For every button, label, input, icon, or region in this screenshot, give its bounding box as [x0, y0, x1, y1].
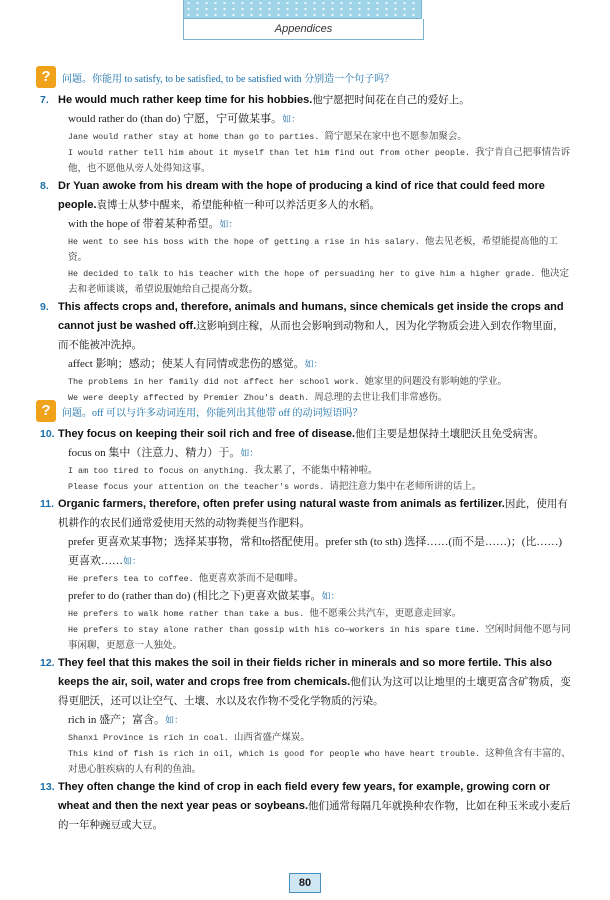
sentence-english: They feel that this makes the soil in their fields richer in minerals and so more fertile. This also keeps the air, soil, water and crops free from chemicals.: [58, 657, 552, 688]
key-sentence: [58, 91, 571, 110]
example-chinese: 这种鱼含有丰富的、对患心脏疾病的人有利的鱼油。: [68, 748, 571, 775]
sentence-english: They focus on keeping their soil rich and free of disease.: [58, 428, 356, 440]
item-number: 7.: [40, 94, 49, 106]
key-sentence: [58, 177, 571, 215]
phrase-term: would rather do (than do) 宁愿，宁可做某事。: [68, 113, 283, 125]
phrase-definition: [68, 355, 571, 374]
phrase-definition: [68, 444, 571, 463]
example-chinese: 山西省盛产煤炭。: [233, 732, 310, 743]
note-item: [36, 654, 571, 778]
example-chinese: 他决定去和老师谈谈，希望说服她给自己提高分数。: [68, 268, 569, 295]
example-chinese: 周总理的去世让我们非常感伤。: [314, 392, 448, 403]
example-chinese: 我太累了，不能集中精神啦。: [253, 465, 378, 476]
question-icon: ?: [36, 400, 56, 422]
example-sentence: [68, 746, 571, 778]
question-text: 问题。off 可以与许多动词连用，你能列出其他带 off 的动词短语吗？: [62, 408, 363, 419]
note-item: [36, 177, 571, 298]
example-sentence: [68, 571, 571, 587]
sentence-english: Organic farmers, therefore, often prefer using natural waste from animals as fertilizer.: [58, 498, 505, 510]
header-decoration: [183, 0, 422, 19]
example-sentence: [68, 390, 571, 406]
sentence-english: They often change the kind of crop in each field every few years, for example, growing corn or wheat and then the next year peas or soybeans.: [58, 781, 551, 812]
example-english: He prefers to walk home rather than take a bus.: [68, 609, 305, 619]
example-sentence: [68, 479, 571, 495]
item-number: 10.: [40, 428, 55, 440]
example-english: Jane would rather stay at home than go to parties.: [68, 132, 320, 142]
question-prompt: [36, 68, 571, 87]
phrase-definition: [68, 533, 571, 571]
phrase-definition: [68, 711, 571, 730]
example-sentence: [68, 266, 571, 298]
item-number: 13.: [40, 781, 55, 793]
example-tag: 如：: [321, 591, 340, 601]
example-tag: 如：: [123, 556, 142, 566]
phrase-term: focus on 集中（注意力、精力）于。: [68, 447, 241, 459]
example-english: He prefers to stay alone rather than gossip with his co—workers in his spare time.: [68, 625, 481, 635]
note-item: [36, 778, 571, 835]
question-text: 问题。你能用 to satisfy, to be satisfied, to be satisfied with 分别造一个句子吗？: [62, 74, 395, 85]
sentence-chinese: 他们通常每隔几年就换种农作物，比如在种玉米或小麦后的一年种豌豆或大豆。: [58, 800, 571, 831]
example-sentence: [68, 145, 571, 177]
sentence-chinese: 袁博士从梦中醒来，希望能种植一种可以养活更多人的水稻。: [96, 199, 381, 211]
example-english: Please focus your attention on the teacher's words.: [68, 482, 325, 492]
example-chinese: 请把注意力集中在老师所讲的话上。: [329, 481, 482, 492]
phrase-term: prefer to do (rather than do) (相比之下)更喜欢做某事。: [68, 590, 322, 602]
phrase-term: with the hope of 带着某种希望。: [68, 218, 220, 230]
key-sentence: [58, 425, 571, 444]
example-english: I would rather tell him about it myself than let him find out from other people.: [68, 148, 471, 158]
example-english: He went to see his boss with the hope of getting a rise in his salary.: [68, 237, 420, 247]
key-sentence: [58, 778, 571, 835]
example-english: We were deeply affected by Premier Zhou's death.: [68, 393, 310, 403]
note-item: [36, 91, 571, 177]
sentence-english: He would much rather keep time for his hobbies.: [58, 94, 313, 106]
example-sentence: [68, 622, 571, 654]
sentence-chinese: 这影响到庄稼，从而也会影响到动物和人，因为化学物质会进入到农作物里面，而不能被冲洗掉。: [58, 320, 564, 351]
phrase-definition: [68, 587, 571, 606]
example-english: This kind of fish is rich in oil, which is good for people who have heart trouble.: [68, 749, 481, 759]
sentence-chinese: 他们认为这可以让地里的土壤更富含矿物质，变得更肥沃，还可以让空气、土壤、水以及农作物不受化学物质的污染。: [58, 676, 571, 707]
sentence-chinese: 他们主要是想保持土壤肥沃且免受病害。: [355, 428, 545, 440]
example-tag: 如：: [165, 715, 184, 725]
note-item: [36, 298, 571, 406]
example-sentence: [68, 463, 571, 479]
example-tag: 如：: [219, 219, 238, 229]
example-english: He prefers tea to coffee.: [68, 574, 194, 584]
item-number: 8.: [40, 180, 49, 192]
example-english: I am too tired to focus on anything.: [68, 466, 249, 476]
item-number: 12.: [40, 657, 55, 669]
note-item: [36, 495, 571, 654]
example-sentence: [68, 606, 571, 622]
example-chinese: 他不愿乘公共汽车，更愿意走回家。: [309, 608, 462, 619]
example-sentence: [68, 730, 571, 746]
example-chinese: 简宁愿呆在家中也不愿参加聚会。: [324, 131, 467, 142]
example-english: He decided to talk to his teacher with the hope of persuading her to give him a higher grade.: [68, 269, 536, 279]
sentence-english: Dr Yuan awoke from his dream with the hope of producing a kind of rice that could feed more people.: [58, 180, 545, 211]
page-number: 80: [289, 873, 321, 893]
sentence-chinese: 因此，使用有机耕作的农民们通常爱使用天然的动物粪便当作肥料。: [58, 498, 568, 529]
example-chinese: 他去见老板，希望能提高他的工资。: [68, 236, 558, 263]
page-content: [36, 68, 571, 835]
question-icon: ?: [36, 66, 56, 88]
key-sentence: [58, 654, 571, 711]
key-sentence: [58, 495, 571, 533]
key-sentence: [58, 298, 571, 355]
example-sentence: [68, 129, 571, 145]
item-number: 9.: [40, 301, 49, 313]
example-sentence: [68, 234, 571, 266]
example-tag: 如：: [304, 359, 323, 369]
example-sentence: [68, 374, 571, 390]
example-chinese: 他更喜欢茶而不是咖啡。: [198, 573, 304, 584]
phrase-definition: [68, 215, 571, 234]
example-tag: 如：: [240, 448, 259, 458]
example-chinese: 我宁肯自己把事情告诉他，也不愿他从旁人处得知这事。: [68, 147, 571, 174]
example-tag: 如：: [282, 114, 301, 124]
phrase-term: affect 影响；感动；使某人有同情或悲伤的感觉。: [68, 358, 305, 370]
question-prompt: [36, 402, 571, 421]
example-english: Shanxi Province is rich in coal.: [68, 733, 229, 743]
phrase-term: rich in 盛产；富含。: [68, 714, 166, 726]
example-chinese: 空闲时间他不愿与同事闲聊，更愿意一人独处。: [68, 624, 571, 651]
example-english: The problems in her family did not affect her school work.: [68, 377, 360, 387]
note-item: [36, 425, 571, 495]
section-header: Appendices: [183, 19, 424, 40]
sentence-english: This affects crops and, therefore, animals and humans, since chemicals get inside the crops and cannot just be washed off.: [58, 301, 564, 332]
phrase-definition: [68, 110, 571, 129]
sentence-chinese: 他宁愿把时间花在自己的爱好上。: [312, 94, 470, 106]
item-number: 11.: [40, 498, 55, 510]
example-chinese: 她家里的问题没有影响她的学业。: [364, 376, 508, 387]
phrase-term: prefer 更喜欢某事物；选择某事物，常和to搭配使用。prefer sth (to sth) 选择……(而不是……)；(比……)更喜欢……: [68, 536, 563, 567]
